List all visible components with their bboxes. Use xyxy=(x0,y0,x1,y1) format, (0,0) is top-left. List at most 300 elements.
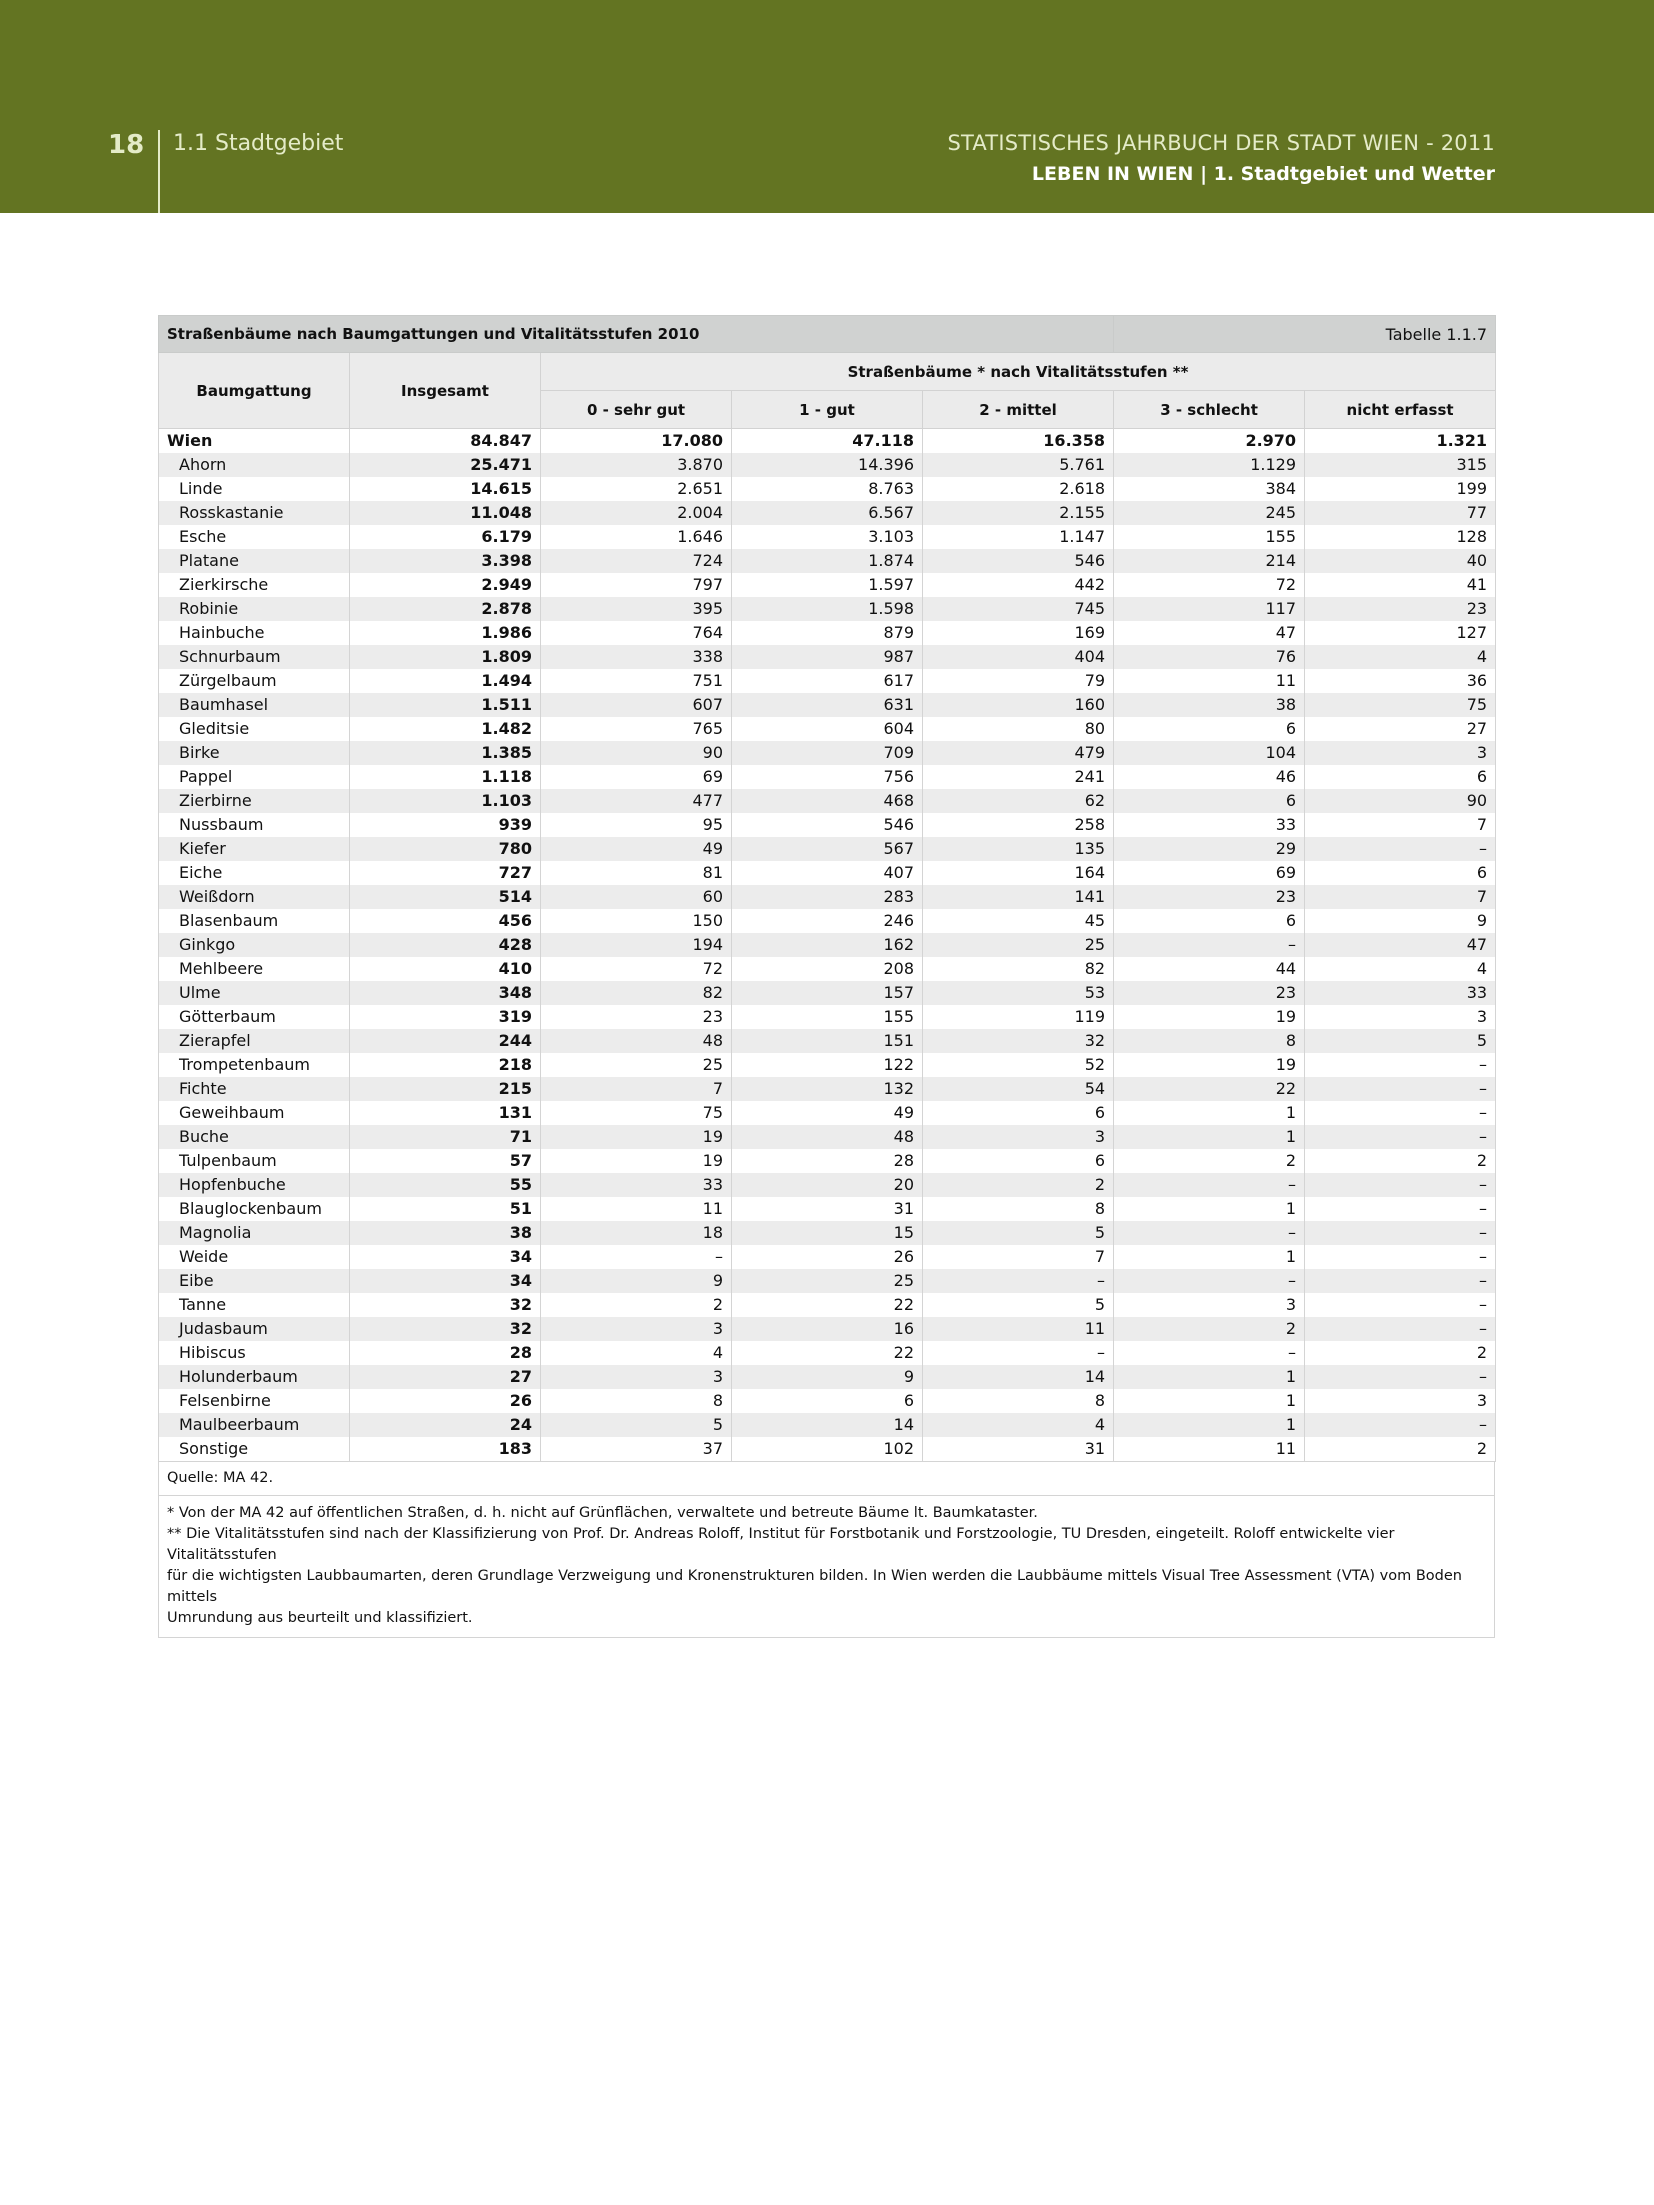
table-cell: 82 xyxy=(923,957,1114,981)
row-label: Geweihbaum xyxy=(159,1101,350,1125)
table-cell: 756 xyxy=(732,765,923,789)
cell-total: 780 xyxy=(350,837,541,861)
table-cell: 879 xyxy=(732,621,923,645)
table-cell: 128 xyxy=(1305,525,1496,549)
header-vitality-group: Straßenbäume * nach Vitalitätsstufen ** xyxy=(541,353,1496,391)
table-cell: 49 xyxy=(732,1101,923,1125)
table-cell: – xyxy=(1305,1125,1496,1149)
row-label: Kiefer xyxy=(159,837,350,861)
table-row xyxy=(159,1437,1496,1462)
table-cell: 194 xyxy=(541,933,732,957)
table-cell: 7 xyxy=(1305,885,1496,909)
table-cell: – xyxy=(1305,1101,1496,1125)
table-cell: 14.396 xyxy=(732,453,923,477)
table-cell: 62 xyxy=(923,789,1114,813)
table-cell: 631 xyxy=(732,693,923,717)
header-gut: 1 - gut xyxy=(732,391,923,429)
table-row xyxy=(159,957,1496,981)
table-cell: 141 xyxy=(923,885,1114,909)
table-cell: 69 xyxy=(541,765,732,789)
table-cell: – xyxy=(1305,1197,1496,1221)
table-cell: 47 xyxy=(1305,933,1496,957)
table-cell: 46 xyxy=(1114,765,1305,789)
cell-total: 1.103 xyxy=(350,789,541,813)
table-cell: 155 xyxy=(1114,525,1305,549)
table-cell: 23 xyxy=(1114,981,1305,1005)
table-cell: 6.567 xyxy=(732,501,923,525)
table-cell: 3 xyxy=(1114,1293,1305,1317)
row-label: Zierapfel xyxy=(159,1029,350,1053)
cell-total: 1.809 xyxy=(350,645,541,669)
table-cell: 47 xyxy=(1114,621,1305,645)
header-mittel: 2 - mittel xyxy=(923,391,1114,429)
table-cell: 40 xyxy=(1305,549,1496,573)
table-cell: 11 xyxy=(1114,1437,1305,1462)
table-cell: 258 xyxy=(923,813,1114,837)
row-label: Hainbuche xyxy=(159,621,350,645)
table-row xyxy=(159,1341,1496,1365)
table-cell: 2.618 xyxy=(923,477,1114,501)
table-cell: 90 xyxy=(541,741,732,765)
table-cell: 745 xyxy=(923,597,1114,621)
table-row xyxy=(159,1125,1496,1149)
table-row xyxy=(159,1389,1496,1413)
cell-total: 514 xyxy=(350,885,541,909)
footnote-2-line-3: Umrundung aus beurteilt und klassifiziert. xyxy=(167,1610,473,1626)
table-cell: – xyxy=(1305,1077,1496,1101)
table-cell: 2.004 xyxy=(541,501,732,525)
table-cell: 1.646 xyxy=(541,525,732,549)
table-row xyxy=(159,573,1496,597)
row-label: Zierbirne xyxy=(159,789,350,813)
cell-total: 28 xyxy=(350,1341,541,1365)
table-cell: 8 xyxy=(923,1389,1114,1413)
table-cell: 22 xyxy=(1114,1077,1305,1101)
table-row xyxy=(159,909,1496,933)
table-cell: 19 xyxy=(541,1125,732,1149)
table-cell: 11 xyxy=(1114,669,1305,693)
row-label: Baumhasel xyxy=(159,693,350,717)
table-cell: 468 xyxy=(732,789,923,813)
cell-total: 26 xyxy=(350,1389,541,1413)
table-cell: – xyxy=(1305,1245,1496,1269)
cell-total: 11.048 xyxy=(350,501,541,525)
header-sehr-gut: 0 - sehr gut xyxy=(541,391,732,429)
table-number: Tabelle 1.1.7 xyxy=(1114,316,1496,353)
table-cell: 31 xyxy=(923,1437,1114,1462)
table-cell: 7 xyxy=(923,1245,1114,1269)
table-cell: – xyxy=(1305,837,1496,861)
table-cell: 4 xyxy=(923,1413,1114,1437)
table-cell: 404 xyxy=(923,645,1114,669)
table-cell: 23 xyxy=(1305,597,1496,621)
row-label: Robinie xyxy=(159,597,350,621)
cell-total: 25.471 xyxy=(350,453,541,477)
row-label: Zürgelbaum xyxy=(159,669,350,693)
table-cell: 8 xyxy=(923,1197,1114,1221)
table-cell: 33 xyxy=(1305,981,1496,1005)
table-cell: 11 xyxy=(541,1197,732,1221)
table-cell: – xyxy=(1114,1269,1305,1293)
cell-total: 24 xyxy=(350,1413,541,1437)
table-row xyxy=(159,1029,1496,1053)
table-cell: 2 xyxy=(923,1173,1114,1197)
table-cell: 6 xyxy=(1305,765,1496,789)
cell-total: 215 xyxy=(350,1077,541,1101)
table-head xyxy=(159,353,1496,429)
table-cell: 150 xyxy=(541,909,732,933)
table-row xyxy=(159,717,1496,741)
table-cell: 6 xyxy=(1305,861,1496,885)
table-cell: 1 xyxy=(1114,1197,1305,1221)
cell-total: 319 xyxy=(350,1005,541,1029)
table-cell: 38 xyxy=(1114,693,1305,717)
cell-total: 51 xyxy=(350,1197,541,1221)
table-cell: 14 xyxy=(732,1413,923,1437)
table-cell: 3 xyxy=(923,1125,1114,1149)
table-cell: 8.763 xyxy=(732,477,923,501)
row-label: Trompetenbaum xyxy=(159,1053,350,1077)
table-cell: 22 xyxy=(732,1293,923,1317)
row-label: Ahorn xyxy=(159,453,350,477)
chapter-title: LEBEN IN WIEN | 1. Stadtgebiet und Wetter xyxy=(1031,163,1495,185)
table-cell: 19 xyxy=(1114,1005,1305,1029)
cell-total: 3.398 xyxy=(350,549,541,573)
table-row xyxy=(159,1365,1496,1389)
row-label: Maulbeerbaum xyxy=(159,1413,350,1437)
table-cell: 1 xyxy=(1114,1125,1305,1149)
cell-total: 2.949 xyxy=(350,573,541,597)
source-note: Quelle: MA 42. xyxy=(159,1462,1494,1496)
table-cell: 104 xyxy=(1114,741,1305,765)
table-row xyxy=(159,477,1496,501)
table-cell: 7 xyxy=(1305,813,1496,837)
table-row xyxy=(159,1293,1496,1317)
cell-total: 57 xyxy=(350,1149,541,1173)
table-cell: 28 xyxy=(732,1149,923,1173)
table-cell: 41 xyxy=(1305,573,1496,597)
cell-total: 456 xyxy=(350,909,541,933)
table-cell: 2 xyxy=(1305,1149,1496,1173)
table-cell: 477 xyxy=(541,789,732,813)
table-cell: 22 xyxy=(732,1341,923,1365)
table-cell: 3 xyxy=(1305,1005,1496,1029)
table-cell: 3.103 xyxy=(732,525,923,549)
table-cell: 162 xyxy=(732,933,923,957)
table-row xyxy=(159,549,1496,573)
table-row xyxy=(159,1317,1496,1341)
row-label: Blauglockenbaum xyxy=(159,1197,350,1221)
table-cell: 1 xyxy=(1114,1389,1305,1413)
cell-total: 38 xyxy=(350,1221,541,1245)
table-cell: 82 xyxy=(541,981,732,1005)
table-cell: 48 xyxy=(541,1029,732,1053)
table-cell: 6 xyxy=(732,1389,923,1413)
table-cell: 25 xyxy=(541,1053,732,1077)
table-cell: 49 xyxy=(541,837,732,861)
table-cell: 3 xyxy=(1305,1389,1496,1413)
table-cell: 164 xyxy=(923,861,1114,885)
table-cell: – xyxy=(1305,1413,1496,1437)
table-title-row xyxy=(159,316,1496,353)
table-cell: 4 xyxy=(541,1341,732,1365)
table-cell: 5.761 xyxy=(923,453,1114,477)
row-label: Tanne xyxy=(159,1293,350,1317)
header-schlecht: 3 - schlecht xyxy=(1114,391,1305,429)
table-cell: 9 xyxy=(541,1269,732,1293)
table-cell: 75 xyxy=(541,1101,732,1125)
table-row xyxy=(159,501,1496,525)
table-cell: 151 xyxy=(732,1029,923,1053)
table-cell: 3 xyxy=(1305,741,1496,765)
table-notes xyxy=(158,1462,1495,1638)
table-row xyxy=(159,1197,1496,1221)
cell-total: 55 xyxy=(350,1173,541,1197)
table-cell: 23 xyxy=(541,1005,732,1029)
table-cell: 546 xyxy=(923,549,1114,573)
table-cell: 160 xyxy=(923,693,1114,717)
cell-total: 348 xyxy=(350,981,541,1005)
table-cell: 797 xyxy=(541,573,732,597)
table-cell: 31 xyxy=(732,1197,923,1221)
table-cell: – xyxy=(1114,1341,1305,1365)
table-cell: 75 xyxy=(1305,693,1496,717)
table-cell: 132 xyxy=(732,1077,923,1101)
table-cell: – xyxy=(1305,1293,1496,1317)
table-cell: 33 xyxy=(1114,813,1305,837)
header-baumgattung: Baumgattung xyxy=(159,353,350,429)
table-cell: 26 xyxy=(732,1245,923,1269)
table-cell: – xyxy=(923,1269,1114,1293)
table-container xyxy=(158,315,1495,1638)
table-cell: 1.321 xyxy=(1305,429,1496,454)
table-cell: 8 xyxy=(1114,1029,1305,1053)
table-cell: 15 xyxy=(732,1221,923,1245)
table-cell: 6 xyxy=(1114,789,1305,813)
table-cell: 47.118 xyxy=(732,429,923,454)
header-nicht-erfasst: nicht erfasst xyxy=(1305,391,1496,429)
table-row xyxy=(159,1053,1496,1077)
row-label: Ulme xyxy=(159,981,350,1005)
row-label: Hibiscus xyxy=(159,1341,350,1365)
table-cell: 987 xyxy=(732,645,923,669)
row-label: Tulpenbaum xyxy=(159,1149,350,1173)
table-cell: 19 xyxy=(1114,1053,1305,1077)
row-label: Weide xyxy=(159,1245,350,1269)
table-row xyxy=(159,1413,1496,1437)
table-row xyxy=(159,1269,1496,1293)
row-label: Götterbaum xyxy=(159,1005,350,1029)
table-cell: 3.870 xyxy=(541,453,732,477)
table-cell: 751 xyxy=(541,669,732,693)
row-label: Holunderbaum xyxy=(159,1365,350,1389)
table-cell: 14 xyxy=(923,1365,1114,1389)
table-cell: 6 xyxy=(1114,909,1305,933)
footnote-1: * Von der MA 42 auf öffentlichen Straßen, d. h. nicht auf Grünflächen, verwaltete und betreute Bäume lt. Baumkataster. xyxy=(167,1505,1038,1521)
row-label: Blasenbaum xyxy=(159,909,350,933)
row-label: Birke xyxy=(159,741,350,765)
table-cell: 25 xyxy=(923,933,1114,957)
row-label: Hopfenbuche xyxy=(159,1173,350,1197)
table-row xyxy=(159,789,1496,813)
table-cell: – xyxy=(1114,933,1305,957)
row-label: Linde xyxy=(159,477,350,501)
footnotes xyxy=(159,1496,1494,1637)
cell-total: 1.511 xyxy=(350,693,541,717)
table-cell: 2 xyxy=(1305,1437,1496,1462)
table-cell: 765 xyxy=(541,717,732,741)
table-row xyxy=(159,837,1496,861)
table-row xyxy=(159,885,1496,909)
row-label: Rosskastanie xyxy=(159,501,350,525)
table-cell: 1.147 xyxy=(923,525,1114,549)
table-cell: 2 xyxy=(1114,1149,1305,1173)
table-cell: 4 xyxy=(1305,645,1496,669)
table-row xyxy=(159,741,1496,765)
cell-total: 71 xyxy=(350,1125,541,1149)
table-row xyxy=(159,1149,1496,1173)
table-cell: 1 xyxy=(1114,1413,1305,1437)
table-row xyxy=(159,1005,1496,1029)
table-cell: 122 xyxy=(732,1053,923,1077)
table-cell: – xyxy=(1114,1173,1305,1197)
table-cell: 338 xyxy=(541,645,732,669)
cell-total: 2.878 xyxy=(350,597,541,621)
cell-total: 34 xyxy=(350,1269,541,1293)
table-row xyxy=(159,669,1496,693)
table-cell: 246 xyxy=(732,909,923,933)
row-label: Magnolia xyxy=(159,1221,350,1245)
table-row xyxy=(159,645,1496,669)
cell-total: 1.986 xyxy=(350,621,541,645)
cell-total: 939 xyxy=(350,813,541,837)
table-cell: 1.874 xyxy=(732,549,923,573)
table-body xyxy=(159,429,1496,1462)
table-cell: 5 xyxy=(541,1413,732,1437)
row-label: Schnurbaum xyxy=(159,645,350,669)
table-cell: – xyxy=(541,1245,732,1269)
cell-total: 6.179 xyxy=(350,525,541,549)
table-cell: 617 xyxy=(732,669,923,693)
table-cell: – xyxy=(1305,1053,1496,1077)
table-cell: – xyxy=(1305,1173,1496,1197)
cell-total: 244 xyxy=(350,1029,541,1053)
table-cell: 19 xyxy=(541,1149,732,1173)
row-label: Gleditsie xyxy=(159,717,350,741)
table-cell: 709 xyxy=(732,741,923,765)
table-cell: 117 xyxy=(1114,597,1305,621)
table-cell: 1 xyxy=(1114,1365,1305,1389)
table-row xyxy=(159,861,1496,885)
table-cell: 384 xyxy=(1114,477,1305,501)
table-cell: 6 xyxy=(923,1101,1114,1125)
table-cell: 27 xyxy=(1305,717,1496,741)
row-label: Judasbaum xyxy=(159,1317,350,1341)
table-cell: 3 xyxy=(541,1365,732,1389)
table-cell: 60 xyxy=(541,885,732,909)
row-label: Buche xyxy=(159,1125,350,1149)
table-row xyxy=(159,621,1496,645)
table-cell: 2 xyxy=(1305,1341,1496,1365)
table-cell: – xyxy=(1305,1221,1496,1245)
header-insgesamt: Insgesamt xyxy=(350,353,541,429)
table-cell: 77 xyxy=(1305,501,1496,525)
table-cell: 155 xyxy=(732,1005,923,1029)
table-cell: 9 xyxy=(732,1365,923,1389)
table-cell: 169 xyxy=(923,621,1114,645)
row-label: Pappel xyxy=(159,765,350,789)
table-cell: 2 xyxy=(1114,1317,1305,1341)
table-total-row xyxy=(159,429,1496,454)
cell-total: 1.118 xyxy=(350,765,541,789)
table-cell: 37 xyxy=(541,1437,732,1462)
cell-total: 183 xyxy=(350,1437,541,1462)
table-cell: 8 xyxy=(541,1389,732,1413)
table-cell: 80 xyxy=(923,717,1114,741)
table-cell: 567 xyxy=(732,837,923,861)
table-cell: 44 xyxy=(1114,957,1305,981)
header-divider xyxy=(158,130,160,213)
table-cell: 11 xyxy=(923,1317,1114,1341)
table-cell: 45 xyxy=(923,909,1114,933)
table-cell: 208 xyxy=(732,957,923,981)
page-header xyxy=(0,0,1654,213)
table-cell: 604 xyxy=(732,717,923,741)
table-cell: 9 xyxy=(1305,909,1496,933)
cell-total: 32 xyxy=(350,1317,541,1341)
table-cell: 2.970 xyxy=(1114,429,1305,454)
row-label: Platane xyxy=(159,549,350,573)
table-cell: 33 xyxy=(541,1173,732,1197)
cell-total: 727 xyxy=(350,861,541,885)
table-cell: 3 xyxy=(541,1317,732,1341)
table-row xyxy=(159,597,1496,621)
table-cell: 29 xyxy=(1114,837,1305,861)
row-label: Nussbaum xyxy=(159,813,350,837)
table-cell: 1 xyxy=(1114,1245,1305,1269)
table-cell: 72 xyxy=(541,957,732,981)
table-cell: 81 xyxy=(541,861,732,885)
table-cell: 32 xyxy=(923,1029,1114,1053)
row-label: Eiche xyxy=(159,861,350,885)
cell-total: 27 xyxy=(350,1365,541,1389)
row-label: Ginkgo xyxy=(159,933,350,957)
table-row xyxy=(159,693,1496,717)
cell-total: 84.847 xyxy=(350,429,541,454)
table-cell: 5 xyxy=(923,1221,1114,1245)
table-row xyxy=(159,525,1496,549)
table-cell: 16 xyxy=(732,1317,923,1341)
table-cell: 16.358 xyxy=(923,429,1114,454)
table-cell: 25 xyxy=(732,1269,923,1293)
table-cell: 2.155 xyxy=(923,501,1114,525)
row-label: Eibe xyxy=(159,1269,350,1293)
table-cell: 72 xyxy=(1114,573,1305,597)
table-cell: – xyxy=(923,1341,1114,1365)
table-cell: 1 xyxy=(1114,1101,1305,1125)
table-cell: 1.597 xyxy=(732,573,923,597)
table-cell: 90 xyxy=(1305,789,1496,813)
row-label: Weißdorn xyxy=(159,885,350,909)
table-row xyxy=(159,1101,1496,1125)
table-cell: 119 xyxy=(923,1005,1114,1029)
table-cell: 5 xyxy=(923,1293,1114,1317)
table-cell: 6 xyxy=(1114,717,1305,741)
page-number: 18 xyxy=(108,130,145,160)
table-row xyxy=(159,1173,1496,1197)
footnote-2-line-2: für die wichtigsten Laubbaumarten, deren Grundlage Verzweigung und Kronenstrukturen bilden. In Wien werden die Laubbäume mittels Visual Tree Assessment (VTA) vom Boden mittels xyxy=(167,1568,1462,1605)
table-cell: 157 xyxy=(732,981,923,1005)
